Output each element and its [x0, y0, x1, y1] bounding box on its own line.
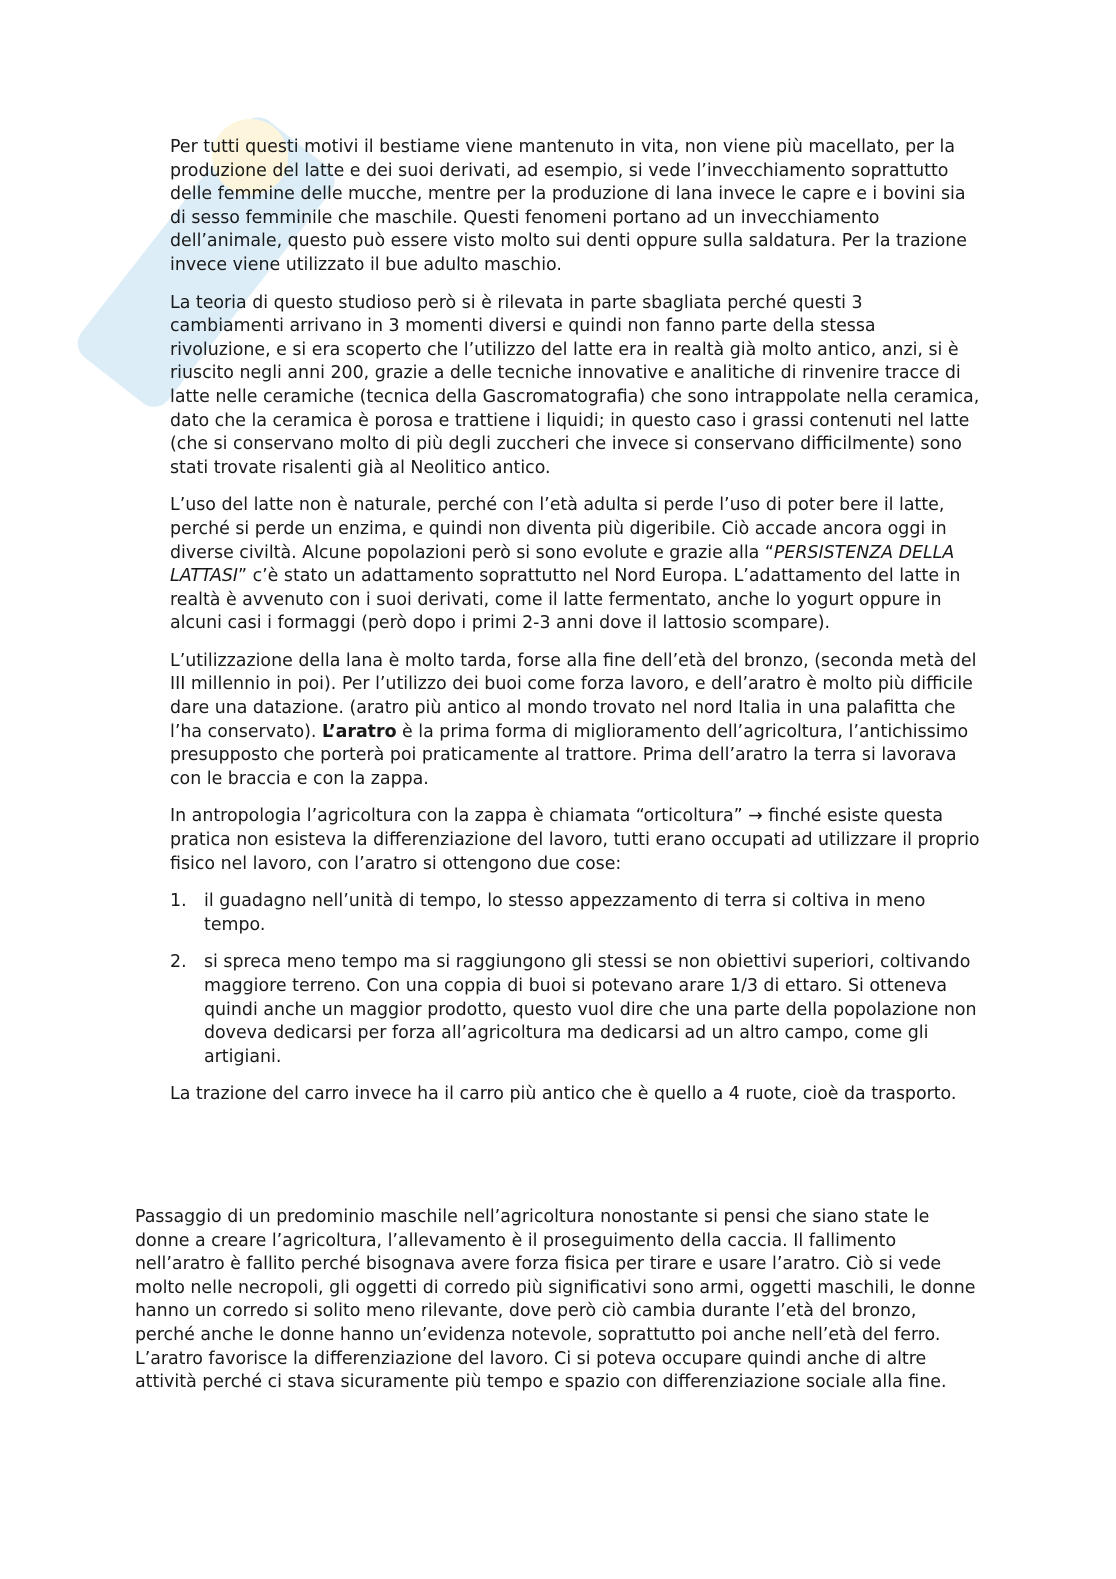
paragraph-theory: La teoria di questo studioso però si è rilevata in parte sbagliata perché questi 3 cambiamenti arrivano in 3 momenti diversi e quindi non fanno parte della stessa rivoluzione, e si era scoperto che l’utilizzo del latte era in realtà già molto antico, anzi, si è riuscito negli anni 200, grazie a delle tecniche innovative e analitiche di rinvenire tracce di latte nelle ceramiche (tecnica della Gascromatografia) che sono intrappolate nella ceramica, dato che la ceramica è porosa e trattiene i liquidi; in questo caso i grassi contenuti nel latte (che si conservano molto di più degli zuccheri che invece si conservano difficilmente) sono stati trovate risalenti già al Neolitico antico.: [170, 292, 980, 478]
paragraph-wool-part-1: L’utilizzazione della lana è molto tarda, forse alla fine dell’età del bronzo, (seconda metà del III millennio in poi). Per l’utilizzo dei buoi come forza lavoro, e dell’aratro è molto più difficile dare una datazione. (aratro più antico al mondo trovato nel nord Italia in una palafitta che l’ha conservato).: [170, 650, 977, 742]
list-item: [170, 951, 980, 1069]
paragraph-anthropology: In antropologia l’agricoltura con la zappa è chiamata “orticoltura” → finché esiste questa pratica non esisteva la differenziazione del lavoro, tutti erano occupati ad utilizzare il proprio fisico nel lavoro, con l’aratro si ottengono due cose:: [170, 806, 980, 874]
paragraph-livestock: Per tutti questi motivi il bestiame viene mantenuto in vita, non viene più macellato, per la produzione del latte e dei suoi derivati, ad esempio, si vede l’invecchiamento soprattutto delle femmine delle mucche, mentre per la produzione di lana invece le capre e i bovini sia di sesso femminile che maschile. Questi fenomeni portano ad un invecchiamento dell’animale, questo può essere visto molto sui denti oppure sulla saldatura. Per la trazione invece viene utilizzato il bue adulto maschio.: [170, 137, 967, 275]
paragraph-milk: [170, 494, 980, 636]
list-item: [170, 890, 980, 937]
list-number: 1.: [170, 891, 187, 912]
list-item-text: il guadagno nell’unità di tempo, lo stesso appezzamento di terra si coltiva in meno tempo.: [204, 891, 926, 935]
plough-term: L’aratro: [321, 721, 397, 742]
list-item-text: si spreca meno tempo ma si raggiungono gli stessi se non obiettivi superiori, coltivando maggiore terreno. Con una coppia di buoi si potevano arare 1/3 di ettaro. Si otteneva quindi anche un maggior prodotto, questo vuol dire che una parte della popolazione non doveva dedicarsi per forza all’agricoltura ma dedicarsi ad un altro campo, come gli artigiani.: [204, 952, 977, 1067]
paragraph-wool-part-2: è la prima forma di miglioramento dell’agricoltura, l’antichissimo presupposto che porterà poi praticamente al trattore. Prima dell’aratro la terra si lavorava con le braccia e con la zappa.: [170, 721, 969, 789]
body-text-block: [170, 136, 980, 1121]
paragraph-milk-part-1: L’uso del latte non è naturale, perché con l’età adulta si perde l’uso di poter bere il latte, perché si perde un enzima, e quindi non diventa più digeribile. Ciò accade ancora oggi in diverse civiltà. Alcune popolazioni però si sono evolute e grazie alla “: [170, 495, 947, 563]
numbered-list: [170, 890, 980, 1069]
paragraph-male-dominance: Passaggio di un predominio maschile nell’agricoltura nonostante si pensi che siano state le donne a creare l’agricoltura, l’allevamento è il proseguimento della caccia. Il fallimento nell’aratro è fallito perché bisognava avere forza fisica per tirare e usare l’aratro. Ciò si vede molto nelle necropoli, gli oggetti di corredo più significativi sono armi, oggetti maschili, le donne hanno un corredo si solito meno rilevante, dove però ciò cambia durante l’età del bronzo, perché anche le donne hanno un’evidenza notevole, soprattutto poi anche nell’età del ferro. L’aratro favorisce la differenziazione del lavoro. Ci si poteva occupare quindi anche di altre attività perché ci stava sicuramente più tempo e spazio con differenziazione sociale alla fine.: [135, 1207, 976, 1393]
paragraph-wool-plough: [170, 650, 980, 792]
lactase-persistence-term: PERSISTENZA DELLA LATTASI: [170, 542, 955, 587]
paragraph-cart: La trazione del carro invece ha il carro più antico che è quello a 4 ruote, cioè da trasporto.: [170, 1084, 957, 1105]
paragraph-milk-part-2: ” c’è stato un adattamento soprattutto nel Nord Europa. L’adattamento del latte in realtà è avvenuto con i suoi derivati, come il latte fermentato, anche lo yogurt oppure in alcuni casi i formaggi (però dopo i primi 2-3 anni dove il lattosio scompare).: [170, 566, 961, 634]
final-text-block: [135, 1206, 980, 1395]
list-number: 2.: [170, 952, 187, 973]
